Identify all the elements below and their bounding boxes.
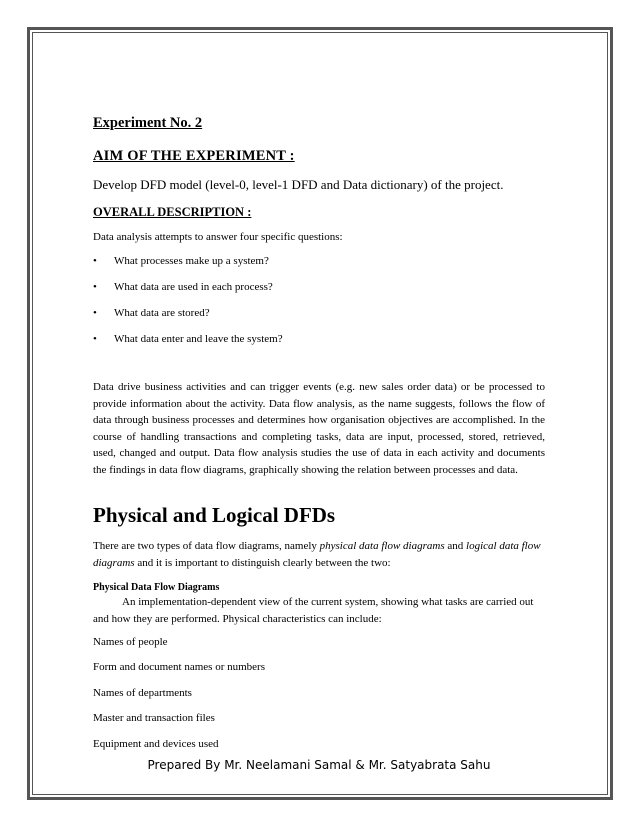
list-item: • What data enter and leave the system? [93,332,545,358]
experiment-number: Experiment No. 2 [93,115,203,131]
characteristic-item: Equipment and devices used [93,738,219,750]
physical-dfd-heading: Physical Data Flow Diagrams [93,582,220,593]
data-flow-paragraph: Data drive business activities and can trigger events (e.g. new sales order data) or be processed to provide information about the activity. Data flow analysis, as the name suggests, follows the flow of data through business processes and determines how organisation objectives are accomplished. In the course of handling transactions and completing tasks, data are input, processed, stored, retrieved, used, changed and output. Data flow analysis studies the use of data in each activity and documents the findings in data flow diagrams, graphically showing the relation between processes and data. [93,381,545,476]
dfd-types-paragraph [93,538,545,572]
aim-heading: AIM OF THE EXPERIMENT : [93,148,295,164]
list-item: • What data are used in each process? [93,280,545,306]
types-text-1: There are two types of data flow diagrams, namely [93,540,320,552]
characteristic-item: Names of people [93,636,168,648]
page-footer: Prepared By Mr. Neelamani Samal & Mr. Satyabrata Sahu [147,758,491,772]
intro-text: Data analysis attempts to answer four specific questions: [93,231,343,243]
characteristic-item: Names of departments [93,687,192,699]
section-heading: Physical and Logical DFDs [93,503,336,527]
question-list [93,254,545,358]
characteristic-item: Form and document names or numbers [93,661,265,673]
logical-dfd-term: logical data flow diagrams [93,540,541,569]
aim-text: Develop DFD model (level-0, level-1 DFD and Data dictionary) of the project. [93,177,504,192]
list-item: • What data are stored? [93,306,545,332]
characteristic-item: Master and transaction files [93,712,215,724]
physical-dfd-text: An implementation-dependent view of the current system, showing what tasks are carried out and how they are performed. Physical characteristics can include: [93,596,534,625]
types-text-2: and [444,540,467,552]
list-item: • What processes make up a system? [93,254,545,280]
overall-description-heading: OVERALL DESCRIPTION : [93,205,252,219]
physical-dfd-term: physical data flow diagrams [319,540,445,552]
types-text-3: and it is important to distinguish clearly between the two: [134,557,391,569]
